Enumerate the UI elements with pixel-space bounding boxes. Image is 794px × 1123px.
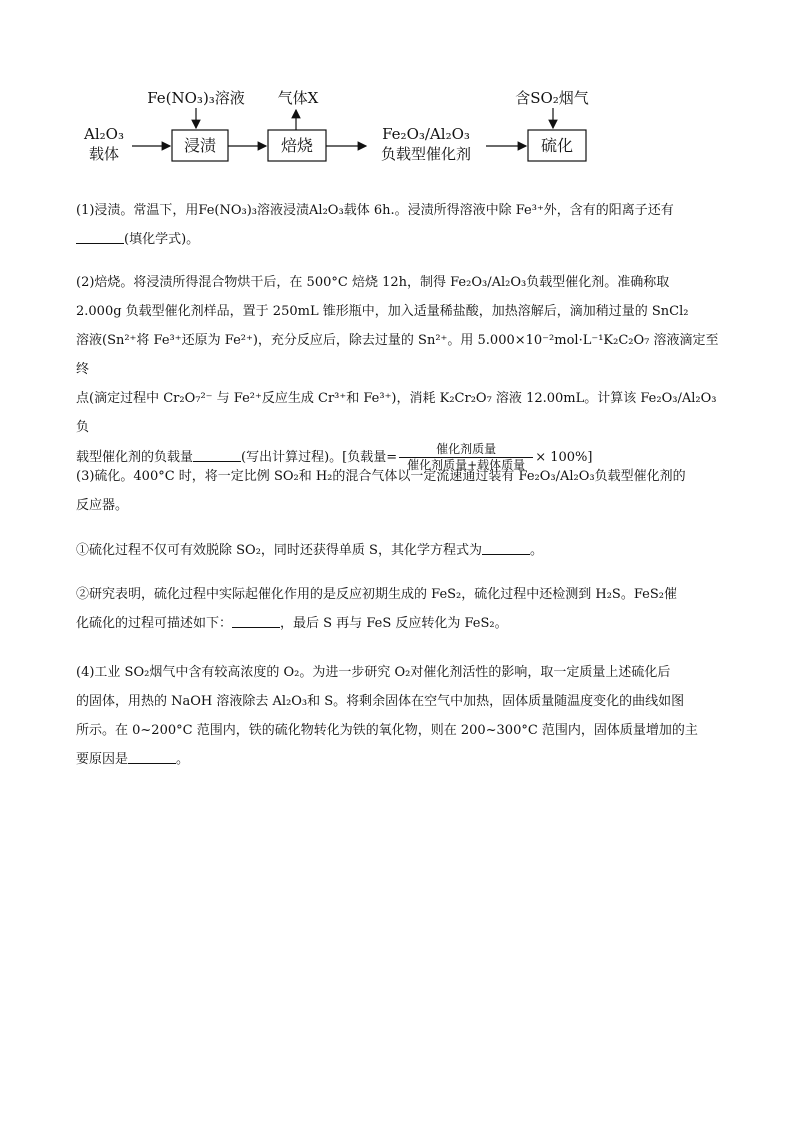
q1-answer-blank[interactable] (76, 229, 124, 244)
flue-gas-label: 含SO₂烟气 (515, 89, 589, 107)
q4-line4-a: 要原因是 (76, 752, 129, 767)
question-3-sub1 (76, 536, 720, 565)
q3-sub2-line2 (76, 609, 720, 638)
q4-answer-blank[interactable] (128, 749, 176, 764)
question-1 (76, 196, 720, 254)
gas-x-label: 气体X (277, 89, 319, 107)
q2-line3: 溶液(Sn²⁺将 Fe³⁺还原为 Fe²⁺)，充分反应后，除去过量的 Sn²⁺。用 5.000×10⁻²mol·L⁻¹K₂C₂O₇ 溶液滴定至终 (76, 333, 719, 377)
fraction-denominator: 催化剂质量+载体质量 (407, 458, 526, 472)
q4-line1: (4)工业 SO₂烟气中含有较高浓度的 O₂。为进一步研究 O₂对催化剂活性的影响，取一定质量上述硫化后 (76, 665, 671, 680)
q4-line2: 的固体，用热的 NaOH 溶液除去 Al₂O₃和 S。将剩余固体在空气中加热，固体质量随温度变化的曲线如图 (76, 694, 685, 709)
process-flow-diagram (0, 0, 794, 175)
question-3-sub2 (76, 580, 720, 638)
q4-line4 (76, 745, 720, 774)
q4-line4-b: 。 (176, 752, 190, 767)
q2-answer-blank[interactable] (193, 447, 241, 462)
q4-line3: 所示。在 0~200°C 范围内，铁的硫化物转化为铁的氧化物，则在 200~300°C 范围内，固体质量增加的主 (76, 723, 698, 738)
q3-sub2-a: 化硫化的过程可描述如下： (76, 616, 233, 631)
product-label-line1: Fe₂O₃/Al₂O₃ (382, 125, 470, 143)
q1-text-a: (1)浸渍。常温下，用 (76, 203, 199, 218)
q3-sub2-b: ，最后 S 再与 FeS 反应转化为 FeS₂。 (280, 616, 508, 631)
q1-text-f: (填化学式)。 (124, 232, 200, 247)
fraction-numerator: 催化剂质量 (399, 442, 533, 458)
steep-box-label: 浸渍 (183, 136, 217, 155)
q1-text-e: 载体 6h.。浸渍所得溶液中除 Fe³⁺外，含有的阳离子还有 (343, 203, 674, 218)
question-3 (76, 462, 720, 520)
input-label-line2: 载体 (88, 145, 120, 163)
question-4 (76, 658, 720, 774)
roast-box-label: 焙烧 (280, 136, 314, 155)
q3-line2: 反应器。 (76, 498, 129, 513)
q2-line5-b: (写出计算过程)。[负载量= (241, 450, 398, 465)
q2-line5-a: 载型催化剂的负载量 (76, 450, 194, 465)
question-2 (76, 268, 720, 473)
q2-line1: (2)焙烧。将浸渍所得混合物烘干后，在 500°C 焙烧 12h，制得 Fe₂O₃/Al₂O₃负载型催化剂。准确称取 (76, 275, 670, 290)
q3-line1: (3)硫化。400°C 时，将一定比例 SO₂和 H₂的混合气体以一定流速通过装有 Fe₂O₃/Al₂O₃负载型催化剂的 (76, 469, 686, 484)
q2-line2: 2.000g 负载型催化剂样品，置于 250mL 锥形瓶中，加入适量稀盐酸，加热溶解后，滴加稍过量的 SnCl₂ (76, 304, 689, 319)
q3-sub2-line1: ②研究表明，硫化过程中实际起催化作用的是反应初期生成的 FeS₂，硫化过程中还检测到 H₂S。FeS₂催 (76, 587, 677, 602)
q3-sub1-answer-blank[interactable] (482, 540, 530, 555)
q3-sub2-answer-blank[interactable] (232, 613, 280, 628)
reagent-label: Fe(NO₃)₃溶液 (147, 89, 245, 107)
q1-text-b: Fe(NO₃)₃ (198, 203, 258, 218)
sulfurize-box-label: 硫化 (540, 136, 574, 155)
product-label-line2: 负载型催化剂 (380, 145, 472, 163)
q3-sub1-a: ①硫化过程不仅可有效脱除 SO₂，同时还获得单质 S，其化学方程式为 (76, 543, 482, 558)
q2-line4: 点(滴定过程中 Cr₂O₇²⁻ 与 Fe²⁺反应生成 Cr³⁺和 Fe³⁺)，消耗 K₂Cr₂O₇ 溶液 12.00mL。计算该 Fe₂O₃/Al₂O₃负 (76, 391, 717, 435)
q3-sub1-b: 。 (529, 543, 543, 558)
q1-text-c: 溶液浸渍 (257, 203, 310, 218)
q1-text-d: Al₂O₃ (309, 203, 344, 218)
input-label-line1: Al₂O₃ (84, 125, 124, 143)
q2-line5-c: × 100%] (535, 450, 593, 465)
